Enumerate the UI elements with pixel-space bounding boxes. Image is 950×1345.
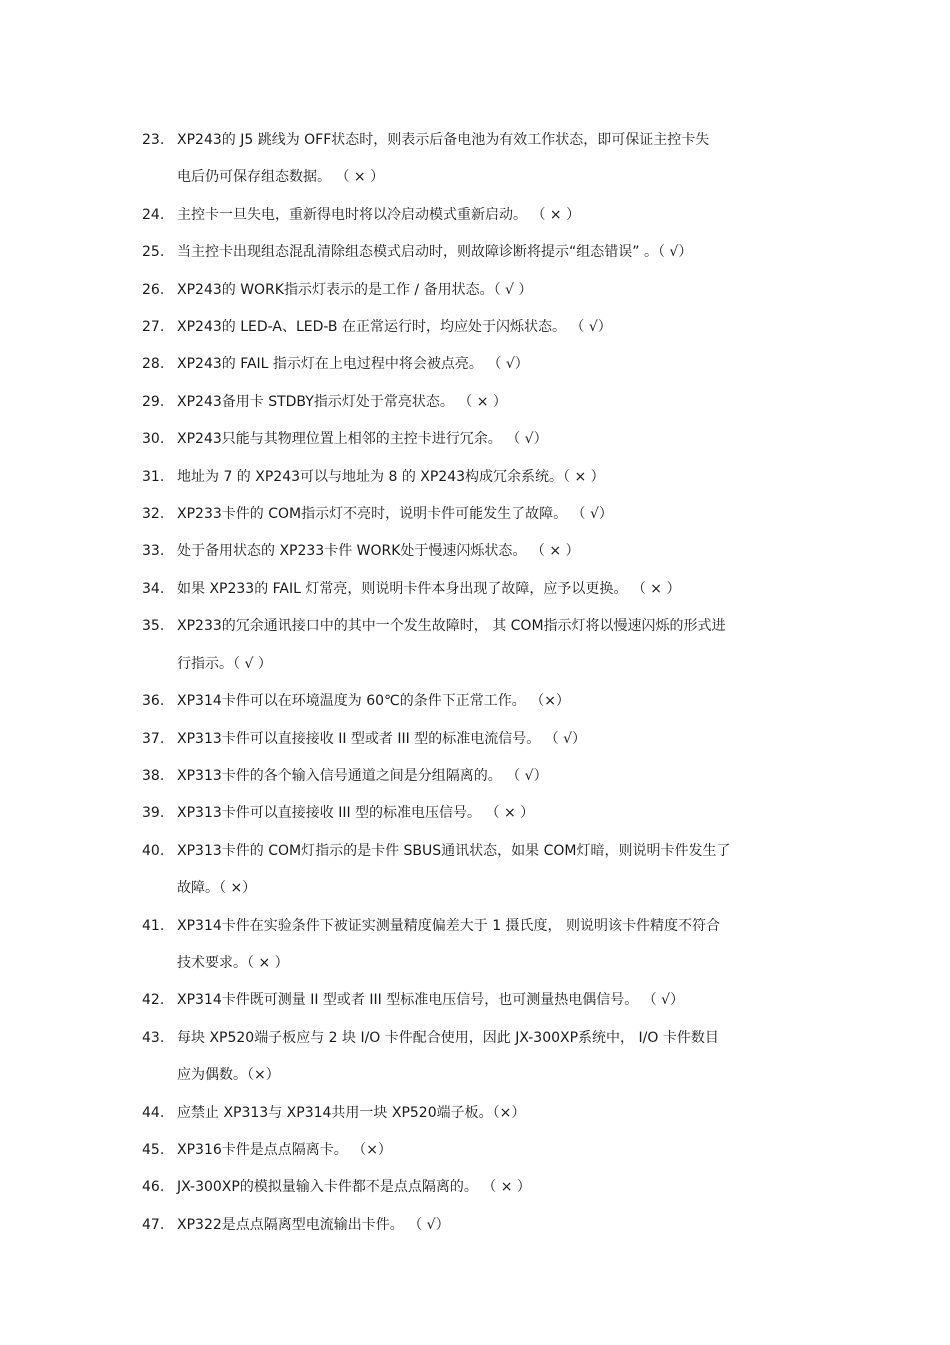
- question-text-line: JX-300XP的模拟量输入卡件都不是点点隔离的。 （ × ）: [177, 1179, 531, 1196]
- question-text-line: XP314卡件既可测量 II 型或者 III 型标准电压信号，也可测量热电偶信号。 （ √）: [177, 992, 685, 1009]
- question-text-line: XP243的 FAIL 指示灯在上电过程中将会被点亮。 （ √）: [177, 356, 529, 373]
- question-text-line: XP243的 J5 跳线为 OFF状态时，则表示后备电池为有效工作状态，即可保证主控卡失: [177, 132, 710, 148]
- question-item: [142, 122, 812, 197]
- question-number: 43.: [142, 1029, 165, 1046]
- question-item: [142, 1207, 812, 1244]
- question-item: [142, 1020, 812, 1095]
- question-number: 36.: [142, 693, 165, 710]
- question-number: 24.: [142, 206, 165, 223]
- question-item: [142, 496, 812, 533]
- question-item: [142, 1169, 812, 1206]
- question-text-line: XP243备用卡 STDBY指示灯处于常亮状态。 （ × ）: [177, 393, 507, 410]
- question-text-line: 主控卡一旦失电，重新得电时将以冷启动模式重新启动。 （ × ）: [177, 206, 581, 223]
- question-number: 26.: [142, 281, 165, 298]
- question-item: [142, 683, 812, 720]
- question-text-line: 故障。（ ×）: [177, 880, 257, 897]
- question-text-line: XP313卡件的 COM灯指示的是卡件 SBUS通讯状态，如果 COM灯暗，则说明卡件发生了: [177, 842, 731, 859]
- question-text-line: 每块 XP520端子板应与 2 块 I/O 卡件配合使用，因此 JX-300XP系统中， I/O 卡件数目: [177, 1029, 719, 1046]
- question-item: [142, 1095, 812, 1132]
- question-item: [142, 459, 812, 496]
- question-text-line: 地址为 7 的 XP243可以与地址为 8 的 XP243构成冗余系统。（ × ）: [177, 468, 605, 485]
- question-list: [142, 122, 812, 1244]
- question-item: [142, 421, 812, 458]
- question-item: [142, 758, 812, 795]
- question-number: 44.: [142, 1104, 165, 1121]
- question-number: 35.: [142, 618, 165, 635]
- question-text-line: XP233卡件的 COM指示灯不亮时，说明卡件可能发生了故障。 （ √）: [177, 506, 613, 523]
- question-text-line: 行指示。（ √ ）: [177, 655, 272, 672]
- question-text-line: XP313卡件可以直接接收 III 型的标准电压信号。 （ × ）: [177, 805, 535, 822]
- question-text-line: XP316卡件是点点隔离卡。 （×）: [177, 1141, 392, 1158]
- question-text-line: XP243的 LED-A、LED-B 在正常运行时，均应处于闪烁状态。 （ √）: [177, 319, 612, 336]
- question-item: [142, 1132, 812, 1169]
- question-number: 25.: [142, 244, 165, 261]
- question-number: 37.: [142, 730, 165, 747]
- question-item: [142, 272, 812, 309]
- question-number: 46.: [142, 1179, 165, 1196]
- question-number: 27.: [142, 319, 165, 336]
- question-text-line: 如果 XP233的 FAIL 灯常亮，则说明卡件本身出现了故障，应予以更换。 （ × ）: [177, 580, 681, 597]
- question-item: [142, 384, 812, 421]
- question-item: [142, 571, 812, 608]
- question-text-line: 技术要求。（ × ）: [177, 954, 289, 971]
- question-number: 30.: [142, 431, 165, 448]
- question-number: 40.: [142, 842, 165, 859]
- question-number: 28.: [142, 356, 165, 373]
- question-number: 33.: [142, 543, 165, 560]
- question-item: [142, 346, 812, 383]
- question-item: [142, 234, 812, 271]
- question-item: [142, 795, 812, 832]
- question-item: [142, 982, 812, 1019]
- question-number: 47.: [142, 1216, 165, 1233]
- question-number: 23.: [142, 132, 165, 148]
- question-item: [142, 309, 812, 346]
- question-text-line: 应禁止 XP313与 XP314共用一块 XP520端子板。（×）: [177, 1104, 526, 1121]
- question-text-line: XP322是点点隔离型电流输出卡件。 （ √）: [177, 1216, 450, 1233]
- question-text-line: XP243只能与其物理位置上相邻的主控卡进行冗余。 （ √）: [177, 431, 548, 448]
- question-text-line: XP314卡件在实验条件下被证实测量精度偏差大于 1 摄氏度， 则说明该卡件精度不符合: [177, 917, 721, 934]
- question-item: [142, 197, 812, 234]
- question-text-line: 当主控卡出现组态混乱清除组态模式启动时，则故障诊断将提示“组态错误” 。（ √）: [177, 244, 693, 261]
- question-text-line: XP314卡件可以在环境温度为 60℃的条件下正常工作。 （×）: [177, 693, 570, 710]
- question-item: [142, 833, 812, 908]
- question-text-line: 电后仍可保存组态数据。 （ × ）: [177, 169, 385, 186]
- question-number: 32.: [142, 506, 165, 523]
- question-number: 34.: [142, 580, 165, 597]
- question-text-line: 处于备用状态的 XP233卡件 WORK处于慢速闪烁状态。 （ × ）: [177, 543, 580, 560]
- question-number: 29.: [142, 393, 165, 410]
- question-number: 38.: [142, 767, 165, 784]
- question-text-line: XP313卡件的各个输入信号通道之间是分组隔离的。 （ √）: [177, 767, 548, 784]
- question-item: [142, 608, 812, 683]
- question-text-line: 应为偶数。（×）: [177, 1067, 280, 1084]
- question-text-line: XP233的冗余通讯接口中的其中一个发生故障时， 其 COM指示灯将以慢速闪烁的形式进: [177, 618, 726, 635]
- question-text-line: XP243的 WORK指示灯表示的是工作 / 备用状态。（ √ ）: [177, 281, 533, 298]
- question-item: [142, 721, 812, 758]
- question-number: 45.: [142, 1141, 165, 1158]
- question-number: 42.: [142, 992, 165, 1009]
- question-text-line: XP313卡件可以直接接收 II 型或者 III 型的标准电流信号。 （ √）: [177, 730, 587, 747]
- question-number: 39.: [142, 805, 165, 822]
- question-number: 41.: [142, 917, 165, 934]
- question-number: 31.: [142, 468, 165, 485]
- question-item: [142, 908, 812, 983]
- question-item: [142, 533, 812, 570]
